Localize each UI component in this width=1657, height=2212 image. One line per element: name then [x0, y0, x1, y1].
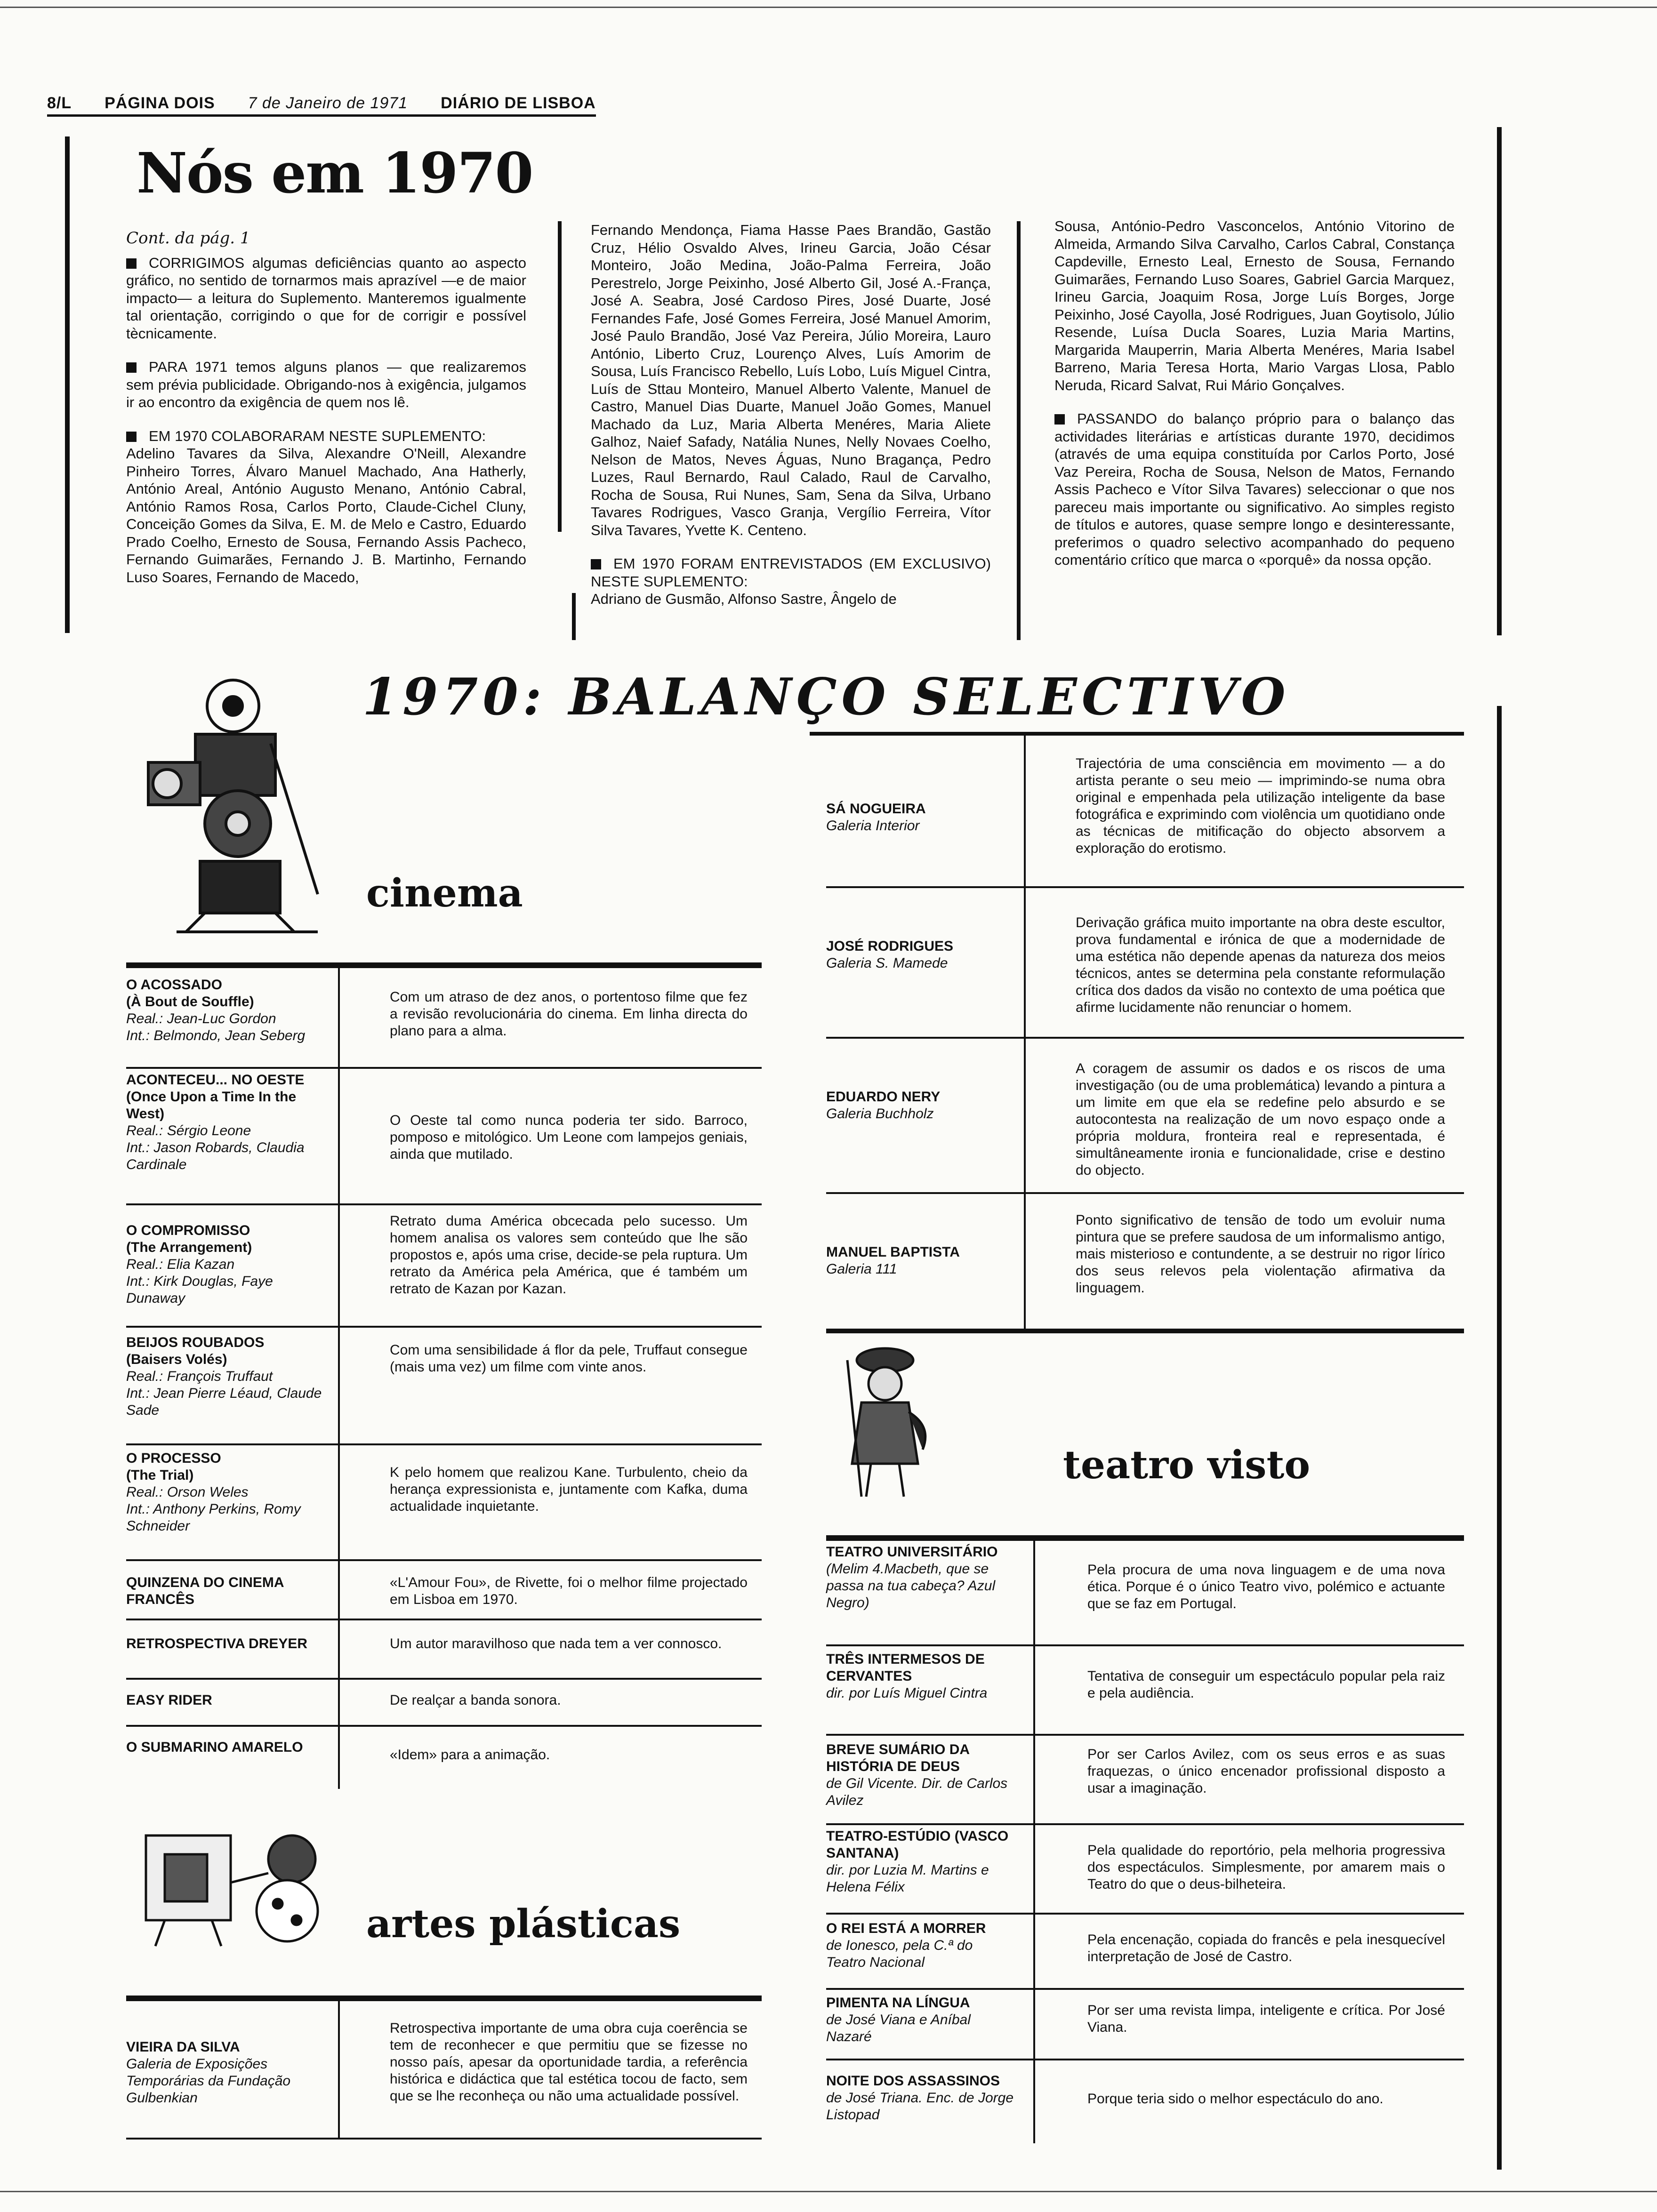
teatro-table	[826, 1541, 1464, 2148]
collaborators-continued: Fernando Mendonça, Fiama Hasse Paes Brandão, Gastão Cruz, Hélio Osvaldo Alves, Irineu Garcia, João César Monteiro, João Medina, João-Palma Ferreira, João Perestrelo, Jorge Peixinho, José Alberto Gil, José A.-França, José A. Seabra, José Cardoso Pires, José Duarte, José Fernandes Fafe, José Gomes Ferreira, José Manuel Amorim, José Paulo Brandão, José Vaz Pereira, Júlio Moreira, Lauro António, Liberto Cruz, Lourenço Alves, Luís Amorim de Sousa, Luís Francisco Rebello, Luís Lobo, Luís Miguel Cintra, Luís de Sttau Monteiro, Manuel Alberto Valente, Manuel de Castro, Manuel Dias Duarte, Manuel João Gomes, Manuel Machado da Luz, Maria Alberta Menéres, Maria Aliete Galhoz, Naief Safady, Natália Nunes, Nelly Novaes Coelho, Nelson de Matos, Neves Águas, Nuno Bragança, Pedro Luzes, Raul Bernardo, Raul Calado, Raul de Carvalho, Rocha de Sousa, Rui Nunes, Sam, Sena da Silva, Urbano Tavares Rodrigues, Vasco Granja, Vergílio Ferreira, Vítor Silva Tavares, Yvette K. Centeno.	[591, 222, 991, 538]
table-row: O SUBMARINO AMARELO «Idem» para a animação.	[126, 1725, 762, 1795]
table-row: TRÊS INTERMESOS DE CERVANTES dir. por Luís Miguel Cintra Tentativa de conseguir um espectáculo popular pela raiz e pela audiência.	[826, 1644, 1464, 1736]
section-name: PÁGINA DOIS	[105, 94, 215, 112]
teatro-thick-rule	[826, 1535, 1464, 1541]
painter-illustration-icon	[137, 1826, 344, 1948]
headline: Nós em 1970	[137, 140, 533, 206]
table-row: O COMPROMISSO (The Arrangement) Real.: Elia Kazan Int.: Kirk Douglas, Faye Dunaway Retrato duma América obcecada pelo sucesso. Um homem analisa os valores sem conteúdo que lhe são propostos e, após uma crise, decide-se pela ruptura. Um retrato da América pela América, que é também um retrato de Kazan por Kazan.	[126, 1203, 762, 1328]
cinema-thick-rule	[126, 962, 762, 968]
table-row: MANUEL BAPTISTA Galeria 111 Ponto significativo de tensão de todo um evoluir numa pintura que se prefere saudosa de um informalismo antigo, mais misterioso e contundente, a se destruir no rigor lírico dos seus relevos pela violentação afirmativa da linguagem.	[826, 1192, 1464, 1333]
artes-heading: artes plásticas	[366, 1901, 681, 1947]
cinema-table	[126, 968, 762, 1796]
intro-paragraph-1: CORRIGIMOS algumas deficiências quanto ao aspecto gráfico, no sentido de tornarmos mais aprazível —e de maior impacto— a leitura do Suplemento. Manteremos igualmente tal orientação, corrigindo o que for de corrigir e possível tècnicamente.	[126, 254, 526, 342]
table-row: NOITE DOS ASSASSINOS de José Triana. Enc. de Jorge Listopad Porque teria sido o melhor espectáculo do ano.	[826, 2059, 1464, 2143]
table-row: RETROSPECTIVA DREYER Um autor maravilhoso que nada tem a ver connosco.	[126, 1619, 762, 1680]
table-row: O REI ESTÁ A MORRER de Ionesco, pela C.ª do Teatro Nacional Pela encenação, copiada do francês e pela inesquecível interpretação de José de Castro.	[826, 1913, 1464, 1990]
table-row: VIEIRA DA SILVA Galeria de Exposições Temporárias da Fundação Gulbenkian Retrospectiva importante de uma obra cuja coerência se tem de reconhecer e que permitiu que se fizesse no nosso país, apesar da oportunidade tardia, a referência histórica e didáctica que tal estética tocou de facto, sem que se lhe reconheça ou não uma actualidade possível.	[126, 2001, 762, 2140]
projector-illustration-icon	[129, 668, 365, 951]
col-rule-1	[558, 221, 562, 532]
bullet-icon	[591, 559, 601, 569]
knight-illustration-icon	[828, 1341, 941, 1501]
artes-table	[126, 2001, 762, 2142]
col-rule-2	[1017, 221, 1021, 640]
table-row: QUINZENA DO CINEMA FRANCÊS «L'Amour Fou», de Rivette, foi o melhor filme projectado em Lisboa em 1970.	[126, 1559, 762, 1620]
galerias-table	[826, 736, 1464, 1336]
table-row: ACONTECEU... NO OESTE (Once Upon a Time In the West) Real.: Sérgio Leone Int.: Jason Robards, Claudia Cardinale O Oeste tal como nunca poderia ter sido. Barroco, pomposo e mitológico. Um Leone com lampejos geniais, ainda que mutilado.	[126, 1067, 762, 1205]
intro-paragraph-4: EM 1970 FORAM ENTREVISTADOS (EM EXCLUSIVO) NESTE SUPLEMENTO: Adriano de Gusmão, Alfonso Sastre, Ângelo de	[591, 555, 991, 607]
main-title: 1970: BALANÇO SELECTIVO	[362, 667, 1290, 727]
right-rule-top	[1497, 127, 1502, 635]
galerias-top-rule	[810, 732, 1464, 736]
intro-paragraph-2: PARA 1971 temos alguns planos — que realizaremos sem prévia publicidade. Obrigando-nos à exigência, julgamos ir ao encontro da exigência de quem nos lê.	[126, 359, 526, 410]
table-row: BREVE SUMÁRIO DA HISTÓRIA DE DEUS de Gil Vicente. Dir. de Carlos Avilez Por ser Carlos Avilez, com os seus erros e as suas fraquezas, o único encenador profissional disposto a usar a imaginação.	[826, 1734, 1464, 1825]
running-head	[47, 94, 596, 117]
table-row: BEIJOS ROUBADOS (Baisers Volés) Real.: François Truffaut Int.: Jean Pierre Léaud, Claude Sade Com uma sensibilidade á flor da pele, Truffaut consegue (mais uma vez) um filme com vinte anos.	[126, 1326, 762, 1445]
intro-paragraph-5: PASSANDO do balanço próprio para o balanço das actividades literárias e artísticas durante 1970, decidimos (através de uma equipa constituída por Carlos Porto, José Vaz Pereira, Rocha de Sousa, Nelson de Matos, Fernando Assis Pacheco e Vítor Silva Tavares) seleccionar o que nos pareceu mais importante ou significativo. Ao simples registo de títulos e autores, quase sempre longo e desinteressante, preferimos o quadro selectivo acompanhado do pequeno comentário crítico que marca o «porquê» da nossa opção.	[1054, 410, 1455, 568]
continued-note: Cont. da pág. 1	[126, 229, 250, 248]
page-number: 8/L	[47, 94, 72, 112]
cinema-heading: cinema	[366, 871, 523, 916]
interviewees-continued: Sousa, António-Pedro Vasconcelos, António Vitorino de Almeida, Armando Silva Carvalho, Carlos Cabral, Constança Capdeville, Ernesto Leal, Ernesto de Sousa, Fernando Guimarães, Fernando Luso Soares, Gabriel Garcia Marquez, Irineu Garcia, Joaquim Rosa, Jorge Luís Borges, Jorge Peixinho, José Cayolla, José Rodrigues, Juan Goytisolo, Júlio Resende, Luísa Ducla Soares, Luzia Maria Martins, Margarida Mauperrin, Maria Alberta Menéres, Maria Isabel Barreno, Maria Teresa Horta, Mario Vargas Llosa, Pablo Neruda, Ricard Salvat, Rui Mário Gonçalves.	[1054, 218, 1455, 393]
intro-paragraph-3: EM 1970 COLABORARAM NESTE SUPLEMENTO: Adelino Tavares da Silva, Alexandre O'Neill, Alexandre Pinheiro Torres, Álvaro Manuel Machado, Ana Hatherly, António Areal, António Augusto Menano, António Cabral, António Ramos Rosa, Carlos Porto, Claude-Cichel Cluny, Conceição Gomes da Silva, E. M. de Melo e Castro, Eduardo Prado Coelho, Ernesto de Sousa, Fernando Assis Pacheco, Fernando Guimarães, Fernando J. B. Martinho, Fernando Luso Soares, Fernando de Macedo,	[126, 427, 526, 585]
teatro-heading: teatro visto	[1063, 1443, 1311, 1488]
bullet-icon	[126, 432, 137, 442]
intro-column-3	[1054, 217, 1455, 569]
table-row: EDUARDO NERY Galeria Buchholz A coragem de assumir os dados e os riscos de uma investigação (ou de uma problemática) levando a pintura a um limite em que ela se redefine pelo absurdo e se autocontesta na realização de um novo espaço onde a própria moldura, fronteira real e representada, é simultâneamente ironia e funcionalidade, crise e destino do objecto.	[826, 1037, 1464, 1194]
table-row: EASY RIDER De realçar a banda sonora.	[126, 1678, 762, 1727]
bullet-icon	[126, 258, 137, 269]
table-row: JOSÉ RODRIGUES Galeria S. Mamede Derivação gráfica muito importante na obra deste escultor, prova fundamental e irónica de que a modernidade de uma estética não depende apenas da natureza dos meios técnicos, antes se determina pela constante reformulação crítica dos dados da visão no contexto de uma poética que afirme lucidamente não renunciar o homem.	[826, 886, 1464, 1039]
bottom-border	[0, 2191, 1657, 2192]
table-row: SÁ NOGUEIRA Galeria Interior Trajectória de uma consciência em movimento — a do artista perante o seu meio — imprimindo-se numa obra original e empenhada pela utilização inteligente da base fotográfica e exprimindo com violência um quotidiano onde as técnicas de mitificação do objecto absorvem a exploração do erotismo.	[826, 736, 1464, 888]
left-rule	[65, 136, 70, 633]
bullet-icon	[1054, 414, 1065, 425]
table-row: O PROCESSO (The Trial) Real.: Orson Weles Int.: Anthony Perkins, Romy Schneider K pelo homem que realizou Kane. Turbulento, cheio da herança expressionista e, juntamente com Kafka, duma actualidade inquietante.	[126, 1443, 762, 1561]
col-rule-1b	[572, 593, 576, 640]
table-row: PIMENTA NA LÍNGUA de José Viana e Aníbal Nazaré Por ser uma revista limpa, inteligente e crítica. Por José Viana.	[826, 1988, 1464, 2060]
table-row: O ACOSSADO (À Bout de Souffle) Real.: Jean-Luc Gordon Int.: Belmondo, Jean Seberg Com um atraso de dez anos, o portentoso filme que fez a revisão revolucionária do cinema. Em linha directa do plano para a alma.	[126, 968, 762, 1069]
newspaper-name: DIÁRIO DE LISBOA	[441, 94, 596, 112]
right-rule-bottom	[1497, 706, 1502, 2170]
bullet-icon	[126, 362, 137, 373]
top-border	[0, 7, 1657, 8]
table-row: TEATRO UNIVERSITÁRIO (Melim 4.Macbeth, que se passa na tua cabeça? Azul Negro) Pela procura de uma nova linguagem e de uma nova ética. Porque é o único Teatro vivo, polémico e actuante que se faz em Portugal.	[826, 1541, 1464, 1646]
intro-column-1	[126, 230, 526, 586]
issue-date: 7 de Janeiro de 1971	[248, 94, 408, 112]
artes-thick-rule	[126, 1996, 762, 2001]
table-row: TEATRO-ESTÚDIO (VASCO SANTANA) dir. por Luzia M. Martins e Helena Félix Pela qualidade do reportório, pela melhoria progressiva dos espectáculos. Simplesmente, por amarem mais o Teatro do que o deus-bilheteira.	[826, 1823, 1464, 1915]
intro-column-2	[591, 221, 991, 608]
